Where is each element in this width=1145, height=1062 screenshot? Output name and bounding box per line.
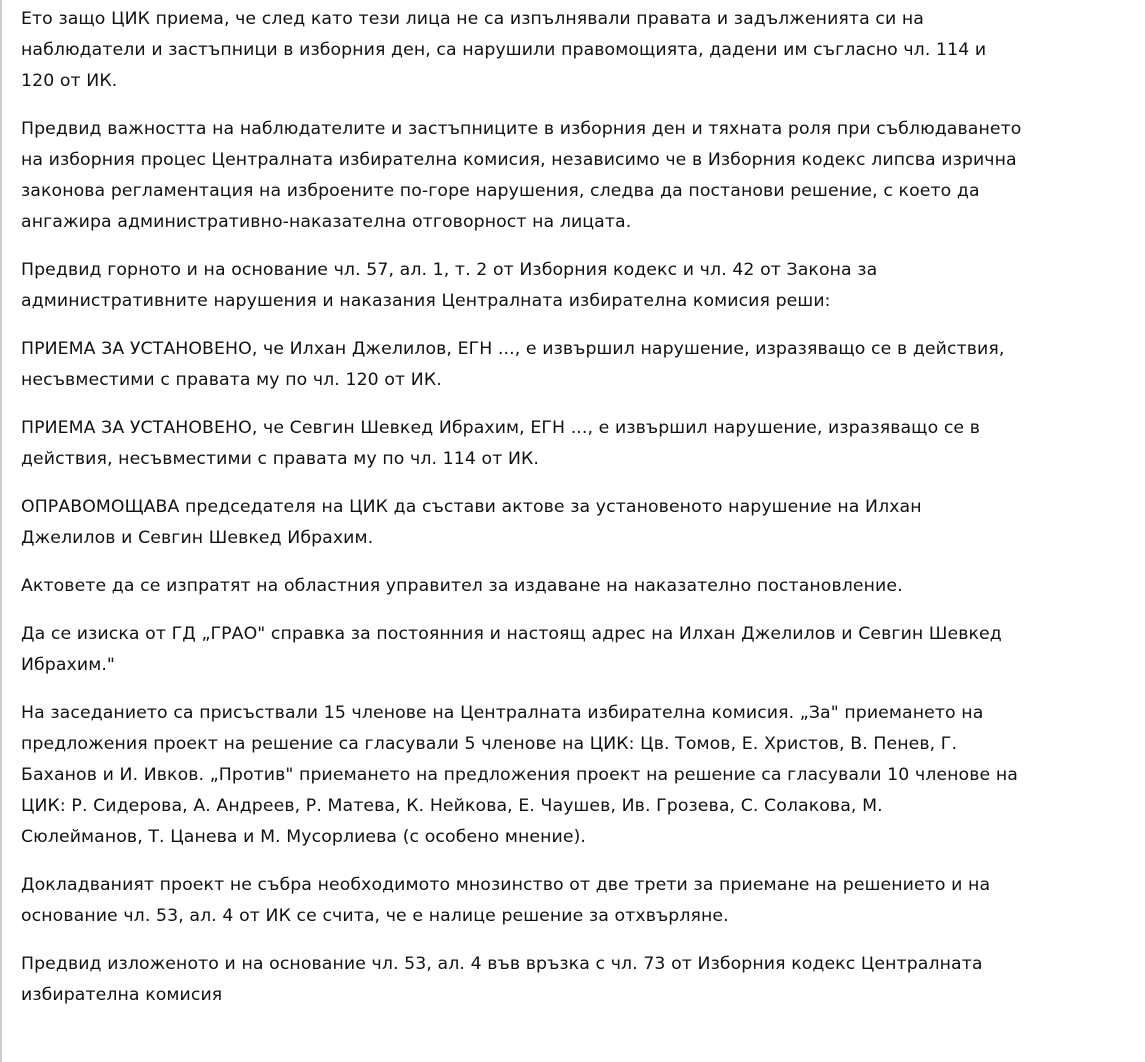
text-line: ПРИЕМА ЗА УСТАНОВЕНО, че Севгин Шевкед Ибрахим, ЕГН ..., е извършил нарушение, изразяващо се в bbox=[21, 418, 981, 438]
paragraph-send-acts bbox=[21, 571, 1141, 602]
text-line: Ибрахим." bbox=[21, 655, 115, 675]
paragraph-decision-basis bbox=[21, 949, 1141, 1011]
text-line: законова регламентация на изброените по-горе нарушения, следва да постанови решение, с което да bbox=[21, 181, 980, 201]
text-line: предложения проект на решение са гласували 5 членове на ЦИК: Цв. Томов, Е. Христов, В. Пенев, Г. bbox=[21, 734, 958, 754]
text-line: Ето защо ЦИК приема, че след като тези лица не са изпълнявали правата и задълженията си на bbox=[21, 9, 924, 29]
text-line: ПРИЕМА ЗА УСТАНОВЕНО, че Илхан Джелилов, ЕГН ..., е извършил нарушение, изразяващо се в действия, bbox=[21, 339, 1005, 359]
text-line: Актовете да се изпратят на областния управител за издаване на наказателно постановление. bbox=[21, 576, 903, 596]
text-line: наблюдатели и застъпници в изборния ден, са нарушили правомощията, дадени им съгласно чл. 114 и bbox=[21, 40, 987, 60]
text-line: Сюлейманов, Т. Цанева и М. Мусорлиева (с особено мнение). bbox=[21, 827, 587, 847]
text-line: Да се изиска от ГД „ГРАО" справка за постоянния и настоящ адрес на Илхан Джелилов и Севгин Шевкед bbox=[21, 624, 1002, 644]
text-line: Баханов и И. Ивков. „Против" приемането на предложения проект на решение са гласували 10 членове на bbox=[21, 765, 1018, 785]
text-line: Джелилов и Севгин Шевкед Ибрахим. bbox=[21, 528, 374, 548]
document-body bbox=[21, 4, 1141, 1028]
text-line: Докладваният проект не събра необходимото мнозинство от две трети за приемане на решението и на bbox=[21, 875, 991, 895]
text-line: На заседанието са присъствали 15 членове на Централната избирателна комисия. „За" приемането на bbox=[21, 703, 984, 723]
text-line: основание чл. 53, ал. 4 от ИК се счита, че е налице решение за отхвърляне. bbox=[21, 906, 729, 926]
text-line: на изборния процес Централната избирателна комисия, независимо че в Изборния кодекс липсва изрична bbox=[21, 150, 1017, 170]
text-line: административните нарушения и наказания Централната избирателна комисия реши: bbox=[21, 291, 831, 311]
paragraph-importance bbox=[21, 114, 1141, 238]
text-line: избирателна комисия bbox=[21, 985, 223, 1005]
paragraph-voting bbox=[21, 698, 1141, 853]
text-line: Предвид изложеното и на основание чл. 53, ал. 4 във връзка с чл. 73 от Изборния кодекс Централната bbox=[21, 954, 983, 974]
paragraph-conclusion bbox=[21, 4, 1141, 97]
paragraph-grao-request bbox=[21, 619, 1141, 681]
paragraph-finding-1 bbox=[21, 334, 1141, 396]
text-line: 120 от ИК. bbox=[21, 71, 118, 91]
text-line: ЦИК: Р. Сидерова, А. Андреев, Р. Матева, К. Нейкова, Е. Чаушев, Ив. Грозева, С. Солакова, М. bbox=[21, 796, 883, 816]
text-line: Предвид горното и на основание чл. 57, ал. 1, т. 2 от Изборния кодекс и чл. 42 от Закона за bbox=[21, 260, 878, 280]
paragraph-finding-2 bbox=[21, 413, 1141, 475]
text-line: ОПРАВОМОЩАВА председателя на ЦИК да състави актове за установеното нарушение на Илхан bbox=[21, 497, 922, 517]
paragraph-authorization bbox=[21, 492, 1141, 554]
text-line: Предвид важността на наблюдателите и застъпниците в изборния ден и тяхната роля при съблюдаването bbox=[21, 119, 1022, 139]
paragraph-majority bbox=[21, 870, 1141, 932]
text-line: действия, несъвместими с правата му по чл. 114 от ИК. bbox=[21, 449, 539, 469]
paragraph-legal-basis bbox=[21, 255, 1141, 317]
text-line: ангажира административно-наказателна отговорност на лицата. bbox=[21, 212, 632, 232]
text-line: несъвместими с правата му по чл. 120 от ИК. bbox=[21, 370, 442, 390]
